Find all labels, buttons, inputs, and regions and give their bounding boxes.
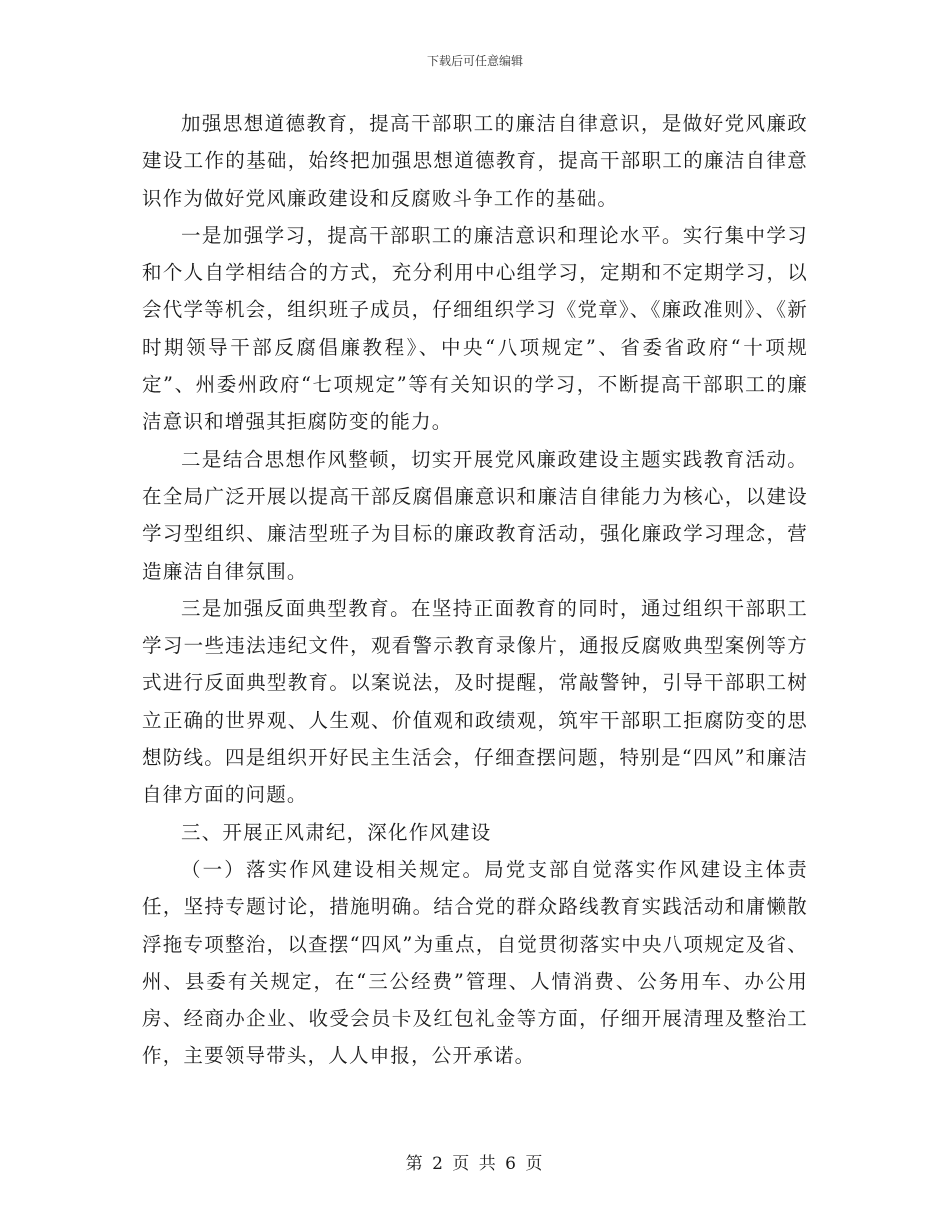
paragraph-practice-activities: 二是结合思想作风整顿，切实开展党风廉政建设主题实践教育活动。在全局广泛开展以提高干部反腐倡廉意识和廉洁自律能力为核心，以建设学习型组织、廉洁型班子为目标的廉政教育活动，强化廉政学习理念，营造廉洁自律氛围。 (142, 447, 808, 583)
paragraph-implement-regulations: （一）落实作风建设相关规定。局党支部自觉落实作风建设主体责任，坚持专题讨论，措施明确。结合党的群众路线教育实践活动和庸懒散浮拖专项整治，以查摆“四风”为重点，自觉贯彻落实中央八项规定及省、州、县委有关规定，在“三公经费”管理、人情消费、公务用车、办公用房、经商办企业、收受会员卡及红包礼金等方面，仔细开展清理及整治工作，主要领导带头，人人申报，公开承诺。 (142, 857, 808, 1068)
paragraph-strengthen-study: 一是加强学习，提高干部职工的廉洁意识和理论水平。实行集中学习和个人自学相结合的方式，充分利用中心组学习，定期和不定期学习，以会代学等机会，组织班子成员，仔细组织学习《党章》、《廉政准则》、《新时期领导干部反腐倡廉教程》、中央“八项规定”、省委省政府“十项规定”、州委州政府“七项规定”等有关知识的学习，不断提高干部职工的廉洁意识和增强其拒腐防变的能力。 (142, 223, 808, 434)
page-header-note: 下载后可任意编辑 (426, 54, 523, 68)
document-body (142, 105, 808, 1075)
paragraph-negative-examples: 三是加强反面典型教育。在坚持正面教育的同时，通过组织干部职工学习一些违法违纪文件，观看警示教育录像片，通报反腐败典型案例等方式进行反面典型教育。以案说法，及时提醒，常敲警钟，引导干部职工树立正确的世界观、人生观、价值观和政绩观，筑牢干部职工拒腐防变的思想防线。四是组织开好民主生活会，仔细查摆问题，特别是“四风”和廉洁自律方面的问题。 (142, 596, 808, 807)
page-number: 第 2 页 共 6 页 (405, 1154, 545, 1174)
paragraph-ethics-education: 加强思想道德教育，提高干部职工的廉洁自律意识，是做好党风廉政建设工作的基础，始终把加强思想道德教育，提高干部职工的廉洁自律意识作为做好党风廉政建设和反腐败斗争工作的基础。 (142, 112, 808, 210)
section-heading-conduct: 三、开展正风肃纪，深化作风建设 (181, 820, 492, 844)
